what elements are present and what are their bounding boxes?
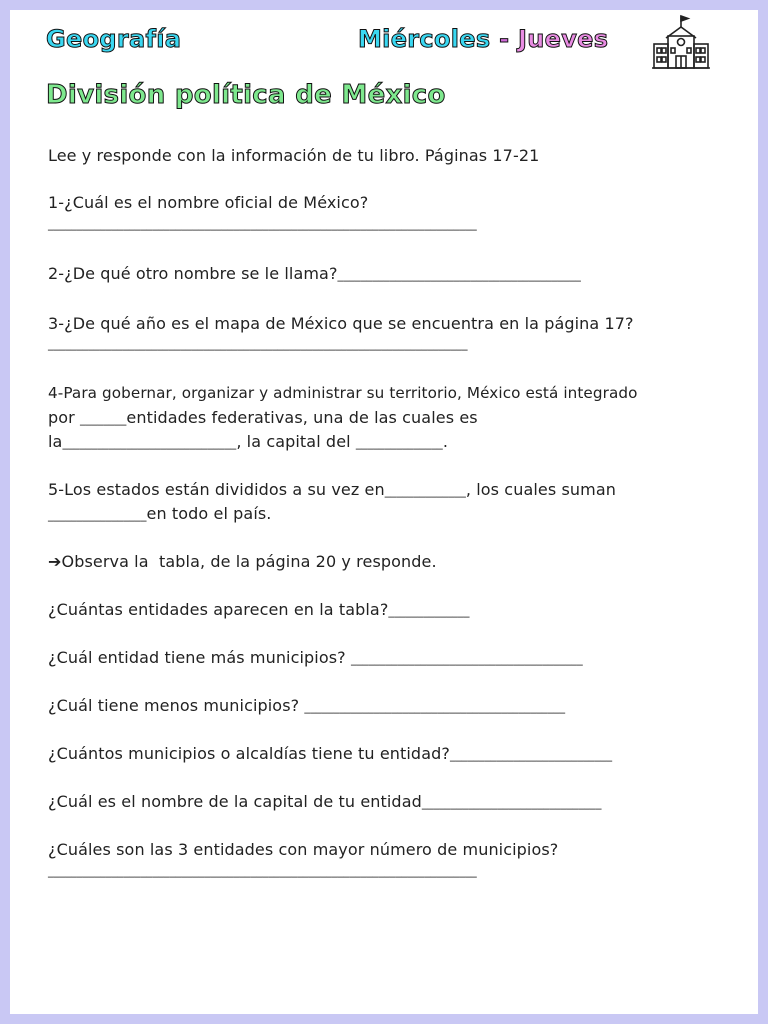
answer-line-t5[interactable]: _______________________________ bbox=[421, 796, 602, 810]
question-5-line-1 bbox=[48, 480, 616, 499]
days-separator: - bbox=[490, 25, 519, 53]
answer-line-2[interactable]: __________________________________________ bbox=[337, 268, 581, 282]
table-question-3-text: ¿Cuál tiene menos municipios? bbox=[48, 696, 305, 715]
answer-line-t3[interactable]: _____________________________________________ bbox=[304, 700, 566, 714]
answer-line-5a[interactable]: ______________ bbox=[384, 484, 466, 498]
table-question-1-text: ¿Cuántas entidades aparecen en la tabla? bbox=[48, 600, 389, 619]
question-3: 3-¿De qué año es el mapa de México que se encuentra en la página 17? bbox=[48, 314, 634, 333]
table-prompt bbox=[48, 552, 437, 571]
question-5-line-2 bbox=[48, 504, 272, 523]
question-2 bbox=[48, 264, 581, 283]
school-building-icon bbox=[652, 14, 710, 72]
answer-line-t4[interactable]: ____________________________ bbox=[449, 748, 613, 762]
answer-line-t1[interactable]: ______________ bbox=[388, 604, 470, 618]
question-4-line-2 bbox=[48, 408, 478, 427]
question-5-suman: , los cuales suman bbox=[465, 480, 616, 499]
days-title bbox=[358, 25, 608, 53]
table-question-3 bbox=[48, 696, 565, 715]
days-right: Jueves bbox=[518, 25, 609, 53]
question-4-period: . bbox=[442, 432, 448, 451]
question-5-text: 5-Los estados están divididos a su vez en bbox=[48, 480, 385, 499]
answer-line-4c[interactable]: _______________ bbox=[355, 436, 443, 450]
subject-title: Geografía bbox=[46, 25, 182, 53]
topic-title: División política de México bbox=[46, 80, 446, 110]
answer-line-t2[interactable]: ________________________________________ bbox=[350, 652, 583, 666]
table-question-1 bbox=[48, 600, 470, 619]
table-question-4-text: ¿Cuántos municipios o alcaldías tiene tu entidad? bbox=[48, 744, 450, 763]
table-question-6: ¿Cuáles son las 3 entidades con mayor número de municipios? bbox=[48, 840, 559, 859]
question-4-line-3 bbox=[48, 432, 448, 451]
answer-line-5b[interactable]: _________________ bbox=[48, 508, 147, 522]
table-prompt-text: Observa la tabla, de la página 20 y responde. bbox=[61, 552, 437, 571]
days-left: Miércoles bbox=[358, 25, 491, 53]
question-2-text: 2-¿De qué otro nombre se le llama? bbox=[48, 264, 338, 283]
table-question-2-text: ¿Cuál entidad tiene más municipios? bbox=[48, 648, 351, 667]
question-4-capital: , la capital del bbox=[236, 432, 356, 451]
answer-line-3[interactable]: _________________________________________________________________________ bbox=[48, 338, 468, 351]
question-4-por: por bbox=[48, 408, 81, 427]
table-question-4 bbox=[48, 744, 612, 763]
question-4-line-1: 4-Para gobernar, organizar y administrar su territorio, México está integrado bbox=[48, 384, 638, 402]
table-question-5-text: ¿Cuál es el nombre de la capital de tu entidad bbox=[48, 792, 422, 811]
instructions: Lee y responde con la información de tu libro. Páginas 17-21 bbox=[48, 146, 540, 165]
question-4-entidades: entidades federativas, una de las cuales es bbox=[126, 408, 478, 427]
arrow-right-icon: ➔ bbox=[48, 552, 62, 571]
answer-line-4a[interactable]: ________ bbox=[80, 412, 127, 426]
question-5-pais: en todo el país. bbox=[146, 504, 272, 523]
table-question-5 bbox=[48, 792, 602, 811]
question-4-la: la bbox=[48, 432, 63, 451]
answer-line-1[interactable]: __________________________________________________________________________ bbox=[48, 217, 477, 231]
table-question-2 bbox=[48, 648, 583, 667]
answer-line-t6[interactable]: __________________________________________________________________________ bbox=[48, 864, 477, 878]
question-1: 1-¿Cuál es el nombre oficial de México? bbox=[48, 193, 369, 212]
worksheet-page bbox=[10, 10, 758, 1014]
answer-line-4b[interactable]: ______________________________ bbox=[62, 436, 237, 450]
